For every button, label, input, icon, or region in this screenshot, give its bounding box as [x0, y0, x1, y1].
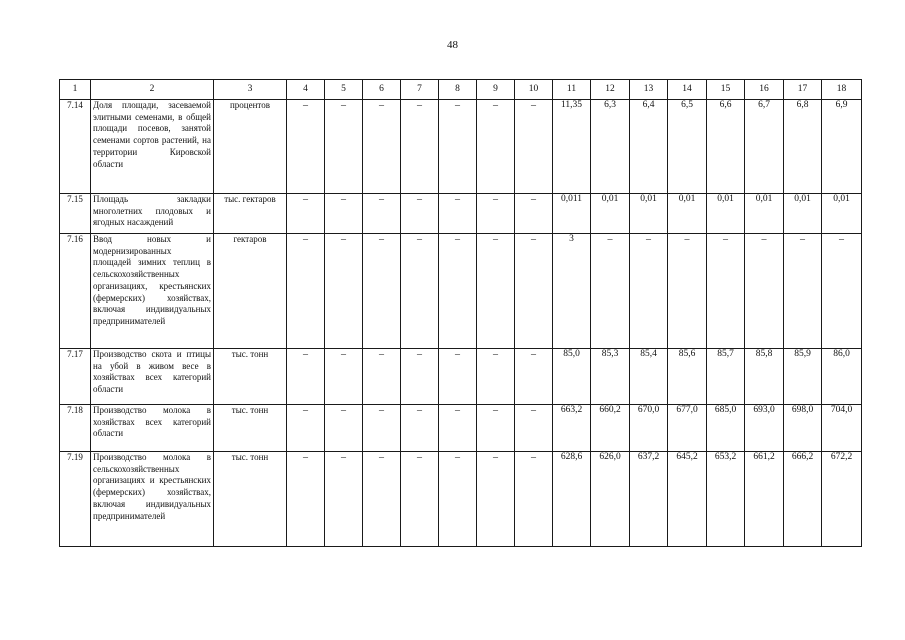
table-row	[60, 405, 862, 452]
value-cell: 85,3	[591, 349, 630, 405]
value-cell: –	[287, 194, 325, 234]
value-cell: –	[439, 100, 477, 194]
table-row	[60, 234, 862, 349]
value-cell: 626,0	[591, 452, 630, 547]
column-header-7: 7	[401, 80, 439, 100]
value-cell: 0,01	[707, 194, 745, 234]
row-number: 7.17	[60, 349, 91, 405]
column-header-13: 13	[630, 80, 668, 100]
value-cell: –	[287, 234, 325, 349]
indicator-table	[59, 79, 862, 547]
value-cell: 85,0	[553, 349, 591, 405]
value-cell: –	[822, 234, 862, 349]
value-cell: 3	[553, 234, 591, 349]
value-cell: –	[668, 234, 707, 349]
value-cell: 672,2	[822, 452, 862, 547]
value-cell: –	[287, 349, 325, 405]
value-cell: –	[439, 405, 477, 452]
value-cell: –	[515, 100, 553, 194]
value-cell: 645,2	[668, 452, 707, 547]
table-row	[60, 100, 862, 194]
value-cell: –	[515, 405, 553, 452]
value-cell: –	[363, 452, 401, 547]
value-cell: 11,35	[553, 100, 591, 194]
unit-of-measure: тыс. тонн	[214, 405, 287, 452]
value-cell: 86,0	[822, 349, 862, 405]
indicator-name: Площадь закладки многолетних плодовых и ягодных насаждений	[91, 194, 214, 234]
value-cell: 0,01	[784, 194, 822, 234]
column-header-18: 18	[822, 80, 862, 100]
unit-of-measure: гектаров	[214, 234, 287, 349]
value-cell: –	[287, 452, 325, 547]
value-cell: 653,2	[707, 452, 745, 547]
unit-of-measure: тыс. тонн	[214, 452, 287, 547]
table-row	[60, 452, 862, 547]
indicator-name: Доля площади, засеваемой элитными семенами, в общей площади посевов, занятой семенами сортов растений, на территории Кировской области	[91, 100, 214, 194]
value-cell: –	[401, 452, 439, 547]
row-number: 7.19	[60, 452, 91, 547]
unit-of-measure: процентов	[214, 100, 287, 194]
value-cell: 666,2	[784, 452, 822, 547]
value-cell: –	[287, 100, 325, 194]
value-cell: 698,0	[784, 405, 822, 452]
value-cell: –	[325, 452, 363, 547]
value-cell: 663,2	[553, 405, 591, 452]
value-cell: –	[439, 452, 477, 547]
value-cell: –	[401, 349, 439, 405]
value-cell: 0,01	[630, 194, 668, 234]
value-cell: –	[363, 100, 401, 194]
value-cell: –	[439, 234, 477, 349]
value-cell: 6,7	[745, 100, 784, 194]
value-cell: 6,9	[822, 100, 862, 194]
column-header-1: 1	[60, 80, 91, 100]
value-cell: 6,5	[668, 100, 707, 194]
value-cell: –	[363, 234, 401, 349]
value-cell: –	[591, 234, 630, 349]
value-cell: 0,01	[745, 194, 784, 234]
value-cell: 637,2	[630, 452, 668, 547]
value-cell: –	[287, 405, 325, 452]
value-cell: –	[707, 234, 745, 349]
page-number: 48	[447, 39, 458, 51]
value-cell: –	[515, 194, 553, 234]
value-cell: 0,01	[822, 194, 862, 234]
value-cell: –	[745, 234, 784, 349]
table-body	[60, 80, 862, 547]
column-header-8: 8	[439, 80, 477, 100]
value-cell: 85,6	[668, 349, 707, 405]
row-number: 7.18	[60, 405, 91, 452]
column-header-6: 6	[363, 80, 401, 100]
column-header-14: 14	[668, 80, 707, 100]
value-cell: 6,6	[707, 100, 745, 194]
table-row	[60, 349, 862, 405]
column-header-4: 4	[287, 80, 325, 100]
value-cell: –	[477, 452, 515, 547]
value-cell: 677,0	[668, 405, 707, 452]
value-cell: –	[784, 234, 822, 349]
value-cell: –	[325, 405, 363, 452]
column-header-11: 11	[553, 80, 591, 100]
value-cell: 0,011	[553, 194, 591, 234]
value-cell: 6,8	[784, 100, 822, 194]
unit-of-measure: тыс. гектаров	[214, 194, 287, 234]
column-header-5: 5	[325, 80, 363, 100]
value-cell: –	[477, 405, 515, 452]
value-cell: 0,01	[591, 194, 630, 234]
column-header-17: 17	[784, 80, 822, 100]
value-cell: –	[401, 405, 439, 452]
unit-of-measure: тыс. тонн	[214, 349, 287, 405]
value-cell: 85,9	[784, 349, 822, 405]
value-cell: 628,6	[553, 452, 591, 547]
value-cell: –	[363, 405, 401, 452]
value-cell: –	[515, 234, 553, 349]
indicator-name: Производство скота и птицы на убой в живом весе в хозяйствах всех категорий области	[91, 349, 214, 405]
value-cell: 0,01	[668, 194, 707, 234]
value-cell: –	[401, 100, 439, 194]
value-cell: –	[325, 234, 363, 349]
value-cell: –	[439, 349, 477, 405]
row-number: 7.14	[60, 100, 91, 194]
row-number: 7.15	[60, 194, 91, 234]
value-cell: –	[363, 349, 401, 405]
column-header-12: 12	[591, 80, 630, 100]
column-header-2: 2	[91, 80, 214, 100]
value-cell: –	[363, 194, 401, 234]
column-header-3: 3	[214, 80, 287, 100]
indicator-name: Производство молока в сельскохозяйственных организациях и крестьянских (фермерских) хозяйствах, включая индивидуальных предпринимателей	[91, 452, 214, 547]
value-cell: 685,0	[707, 405, 745, 452]
value-cell: –	[515, 349, 553, 405]
value-cell: –	[477, 194, 515, 234]
value-cell: 85,8	[745, 349, 784, 405]
value-cell: 6,4	[630, 100, 668, 194]
value-cell: –	[325, 194, 363, 234]
value-cell: 85,7	[707, 349, 745, 405]
indicator-name: Производство молока в хозяйствах всех категорий области	[91, 405, 214, 452]
value-cell: –	[401, 234, 439, 349]
value-cell: –	[515, 452, 553, 547]
value-cell: –	[477, 100, 515, 194]
column-header-16: 16	[745, 80, 784, 100]
value-cell: –	[477, 349, 515, 405]
value-cell: 85,4	[630, 349, 668, 405]
value-cell: –	[630, 234, 668, 349]
column-header-10: 10	[515, 80, 553, 100]
value-cell: –	[325, 100, 363, 194]
table-row	[60, 194, 862, 234]
column-header-9: 9	[477, 80, 515, 100]
value-cell: 660,2	[591, 405, 630, 452]
value-cell: 6,3	[591, 100, 630, 194]
table-header-row	[60, 80, 862, 100]
indicator-name: Ввод новых и модернизированных площадей зимних теплиц в сельскохозяйственных организациях, крестьянских (фермерских) хозяйствах, включая индивидуальных предпринимателей	[91, 234, 214, 349]
value-cell: 670,0	[630, 405, 668, 452]
value-cell: 704,0	[822, 405, 862, 452]
value-cell: –	[401, 194, 439, 234]
column-header-15: 15	[707, 80, 745, 100]
row-number: 7.16	[60, 234, 91, 349]
value-cell: –	[439, 194, 477, 234]
value-cell: –	[477, 234, 515, 349]
value-cell: –	[325, 349, 363, 405]
value-cell: 661,2	[745, 452, 784, 547]
value-cell: 693,0	[745, 405, 784, 452]
